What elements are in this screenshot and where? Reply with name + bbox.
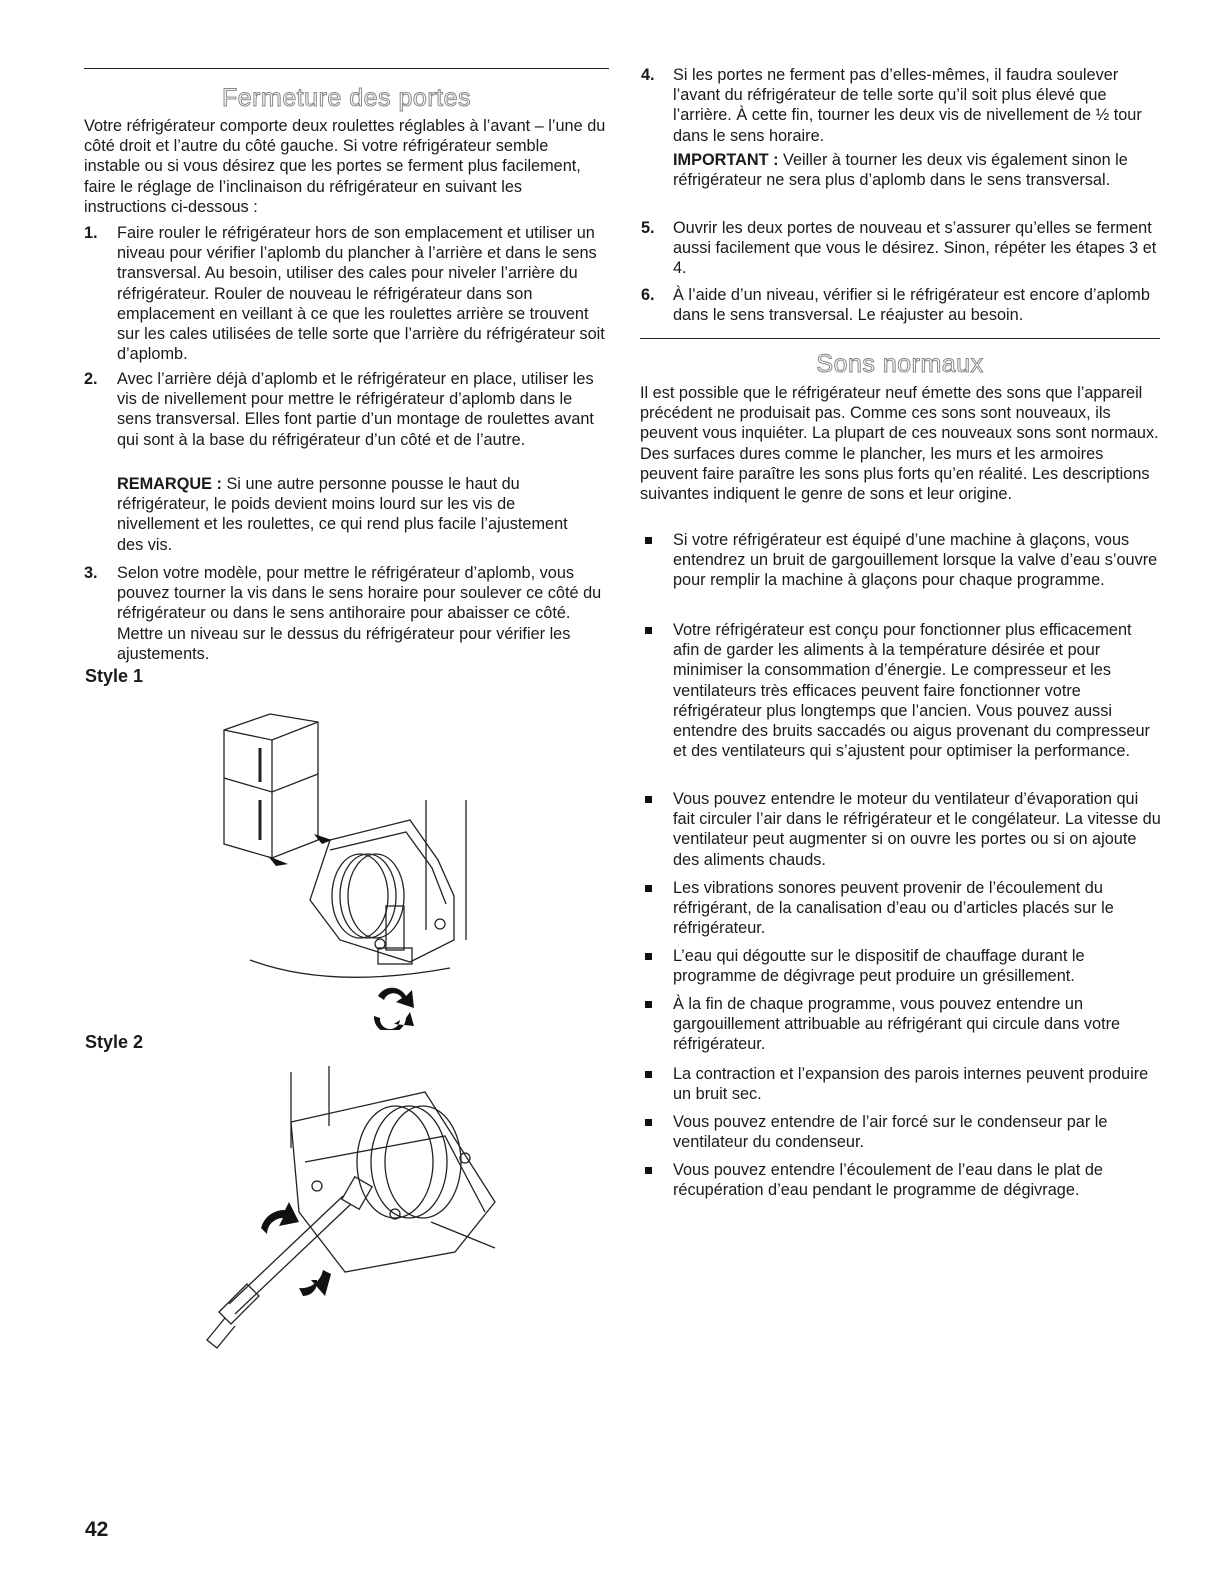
section-heading-sounds: Sons normaux xyxy=(816,350,984,378)
step-2-number: 2. xyxy=(84,370,98,388)
style-1-illustration xyxy=(210,700,490,1030)
sound-item-5: L’eau qui dégoutte sur le dispositif de chauffage durant le programme de dégivrage peut produire un grésillement. xyxy=(673,947,1085,986)
note-label: REMARQUE : xyxy=(117,475,222,493)
bullet-marker xyxy=(645,1119,652,1126)
style-2-illustration xyxy=(195,1062,505,1362)
sounds-intro-paragraph: Il est possible que le réfrigérateur neuf émette des sons que l’appareil précédent ne produisait pas. Comme ces sons sont nouveaux, ils peuvent vous inquiéter. La plupart de ces nouveaux sons sont normaux. Des surfaces dures comme le plancher, les murs et les armoires peuvent faire paraître les sons plus forts qu’en réalité. Les descriptions suivantes indiquent le genre de sons et leur origine. xyxy=(640,384,1159,504)
sound-item-4: Les vibrations sonores peuvent provenir de l’écoulement du réfrigérant, de la canalisation d’eau ou d’articles placés sur le réfrigérateur. xyxy=(673,879,1114,938)
bullet-marker xyxy=(645,537,652,544)
sound-item-8: Vous pouvez entendre de l’air forcé sur le condenseur par le ventilateur du condenseur. xyxy=(673,1113,1108,1152)
intro-paragraph: Votre réfrigérateur comporte deux roulettes réglables à l’avant – l’une du côté droit et l’autre du côté gauche. Si votre réfrigérateur semble instable ou si vous désirez que les portes se ferment plus facilement, faire le réglage de l’inclinaison du réfrigérateur en suivant les instructions ci-dessous : xyxy=(84,117,606,216)
mid-rule-right xyxy=(640,338,1160,339)
section-heading-doors: Fermeture des portes xyxy=(222,84,471,112)
sound-item-2: Votre réfrigérateur est conçu pour fonctionner plus efficacement afin de garder les aliments à la température désirée et pour minimiser la consommation d’énergie. Le compresseur et les ventilateurs très efficaces peuvent faire fonctionner votre réfrigérateur plus longtemps que l’ancien. Vous pouvez aussi entendre des bruits saccadés ou aigus provenant du compresseur et des ventilateurs qui s’ajustent pour optimiser la performance. xyxy=(673,621,1150,761)
step-6-text: À l’aide d’un niveau, vérifier si le réfrigérateur est encore d’aplomb dans le sens transversal. Le réajuster au besoin. xyxy=(673,286,1150,325)
top-rule-left xyxy=(84,68,609,69)
step-3-number: 3. xyxy=(84,564,98,582)
step-5-number: 5. xyxy=(641,219,655,237)
note-paragraph xyxy=(117,474,587,555)
sound-item-7: La contraction et l’expansion des parois internes peuvent produire un bruit sec. xyxy=(673,1065,1149,1104)
step-6-number: 6. xyxy=(641,286,655,304)
style-1-label: Style 1 xyxy=(85,666,144,686)
bullet-marker xyxy=(645,953,652,960)
bullet-marker xyxy=(645,1071,652,1078)
step-5-text: Ouvrir les deux portes de nouveau et s’assurer qu’elles se ferment aussi facilement que vous le désirez. Sinon, répéter les étapes 3 et 4. xyxy=(673,219,1157,278)
sound-item-3: Vous pouvez entendre le moteur du ventilateur d’évaporation qui fait circuler l’air dans le réfrigérateur et le congélateur. La vitesse du ventilateur peut augmenter si on ouvre les portes ou si on ajoute des aliments chauds. xyxy=(673,790,1161,869)
step-2-text: Avec l’arrière déjà d’aplomb et le réfrigérateur en place, utiliser les vis de nivellement pour mettre le réfrigérateur d’aplomb dans le sens transversal. Elles font partie d’un montage de roulettes avant qui sont à la base du réfrigérateur d’un côté et de l’autre. xyxy=(117,370,594,449)
step-4-text: Si les portes ne ferment pas d’elles-mêmes, il faudra soulever l’avant du réfrigérateur de telle sorte qu’il soit plus élevé que l’arrière. À cette fin, tourner les deux vis de nivellement de ½ tour dans le sens horaire. xyxy=(673,66,1142,145)
sound-item-1: Si votre réfrigérateur est équipé d’une machine à glaçons, vous entendrez un bruit de gargouillement lorsque la valve d’eau s’ouvre pour remplir la machine à glaçons pour chaque programme. xyxy=(673,531,1158,590)
sound-item-6: À la fin de chaque programme, vous pouvez entendre un gargouillement attribuable au réfrigérant qui circule dans votre réfrigérateur. xyxy=(673,995,1121,1054)
sound-item-9: Vous pouvez entendre l’écoulement de l’eau dans le plat de récupération d’eau pendant le programme de dégivrage. xyxy=(673,1161,1103,1200)
step-1-number: 1. xyxy=(84,224,98,242)
page-number: 42 xyxy=(85,1518,109,1541)
bullet-marker xyxy=(645,796,652,803)
important-text: Veiller à tourner les deux vis également sinon le réfrigérateur ne sera plus d’aplomb dans le sens transversal. xyxy=(673,151,1128,190)
important-label: IMPORTANT : xyxy=(673,151,779,169)
bullet-marker xyxy=(645,1167,652,1174)
bullet-marker xyxy=(645,885,652,892)
style-2-label: Style 2 xyxy=(85,1032,144,1052)
step-1-text: Faire rouler le réfrigérateur hors de son emplacement et utiliser un niveau pour vérifier l’aplomb du plancher à l’arrière et dans le sens transversal. Au besoin, utiliser des cales pour niveler l’arrière du réfrigérateur. Rouler de nouveau le réfrigérateur dans son emplacement en veillant à ce que les roulettes arrière se trouvent sur les cales utilisées de telle sorte que l’arrière du réfrigérateur soit d’aplomb. xyxy=(117,224,605,364)
important-paragraph xyxy=(673,150,1161,190)
step-3-text: Selon votre modèle, pour mettre le réfrigérateur d’aplomb, vous pouvez tourner la vis dans le sens horaire pour soulever ce côté du réfrigérateur ou dans le sens antihoraire pour abaisser ce côté. Mettre un niveau sur le dessus du réfrigérateur pour vérifier les ajustements. xyxy=(117,564,602,663)
step-4-number: 4. xyxy=(641,66,655,84)
note-text: Si une autre personne pousse le haut du réfrigérateur, le poids devient moins lourd sur les vis de nivellement et les roulettes, ce qui rend plus facile l’ajustement des vis. xyxy=(117,475,568,554)
bullet-marker xyxy=(645,1001,652,1008)
bullet-marker xyxy=(645,627,652,634)
